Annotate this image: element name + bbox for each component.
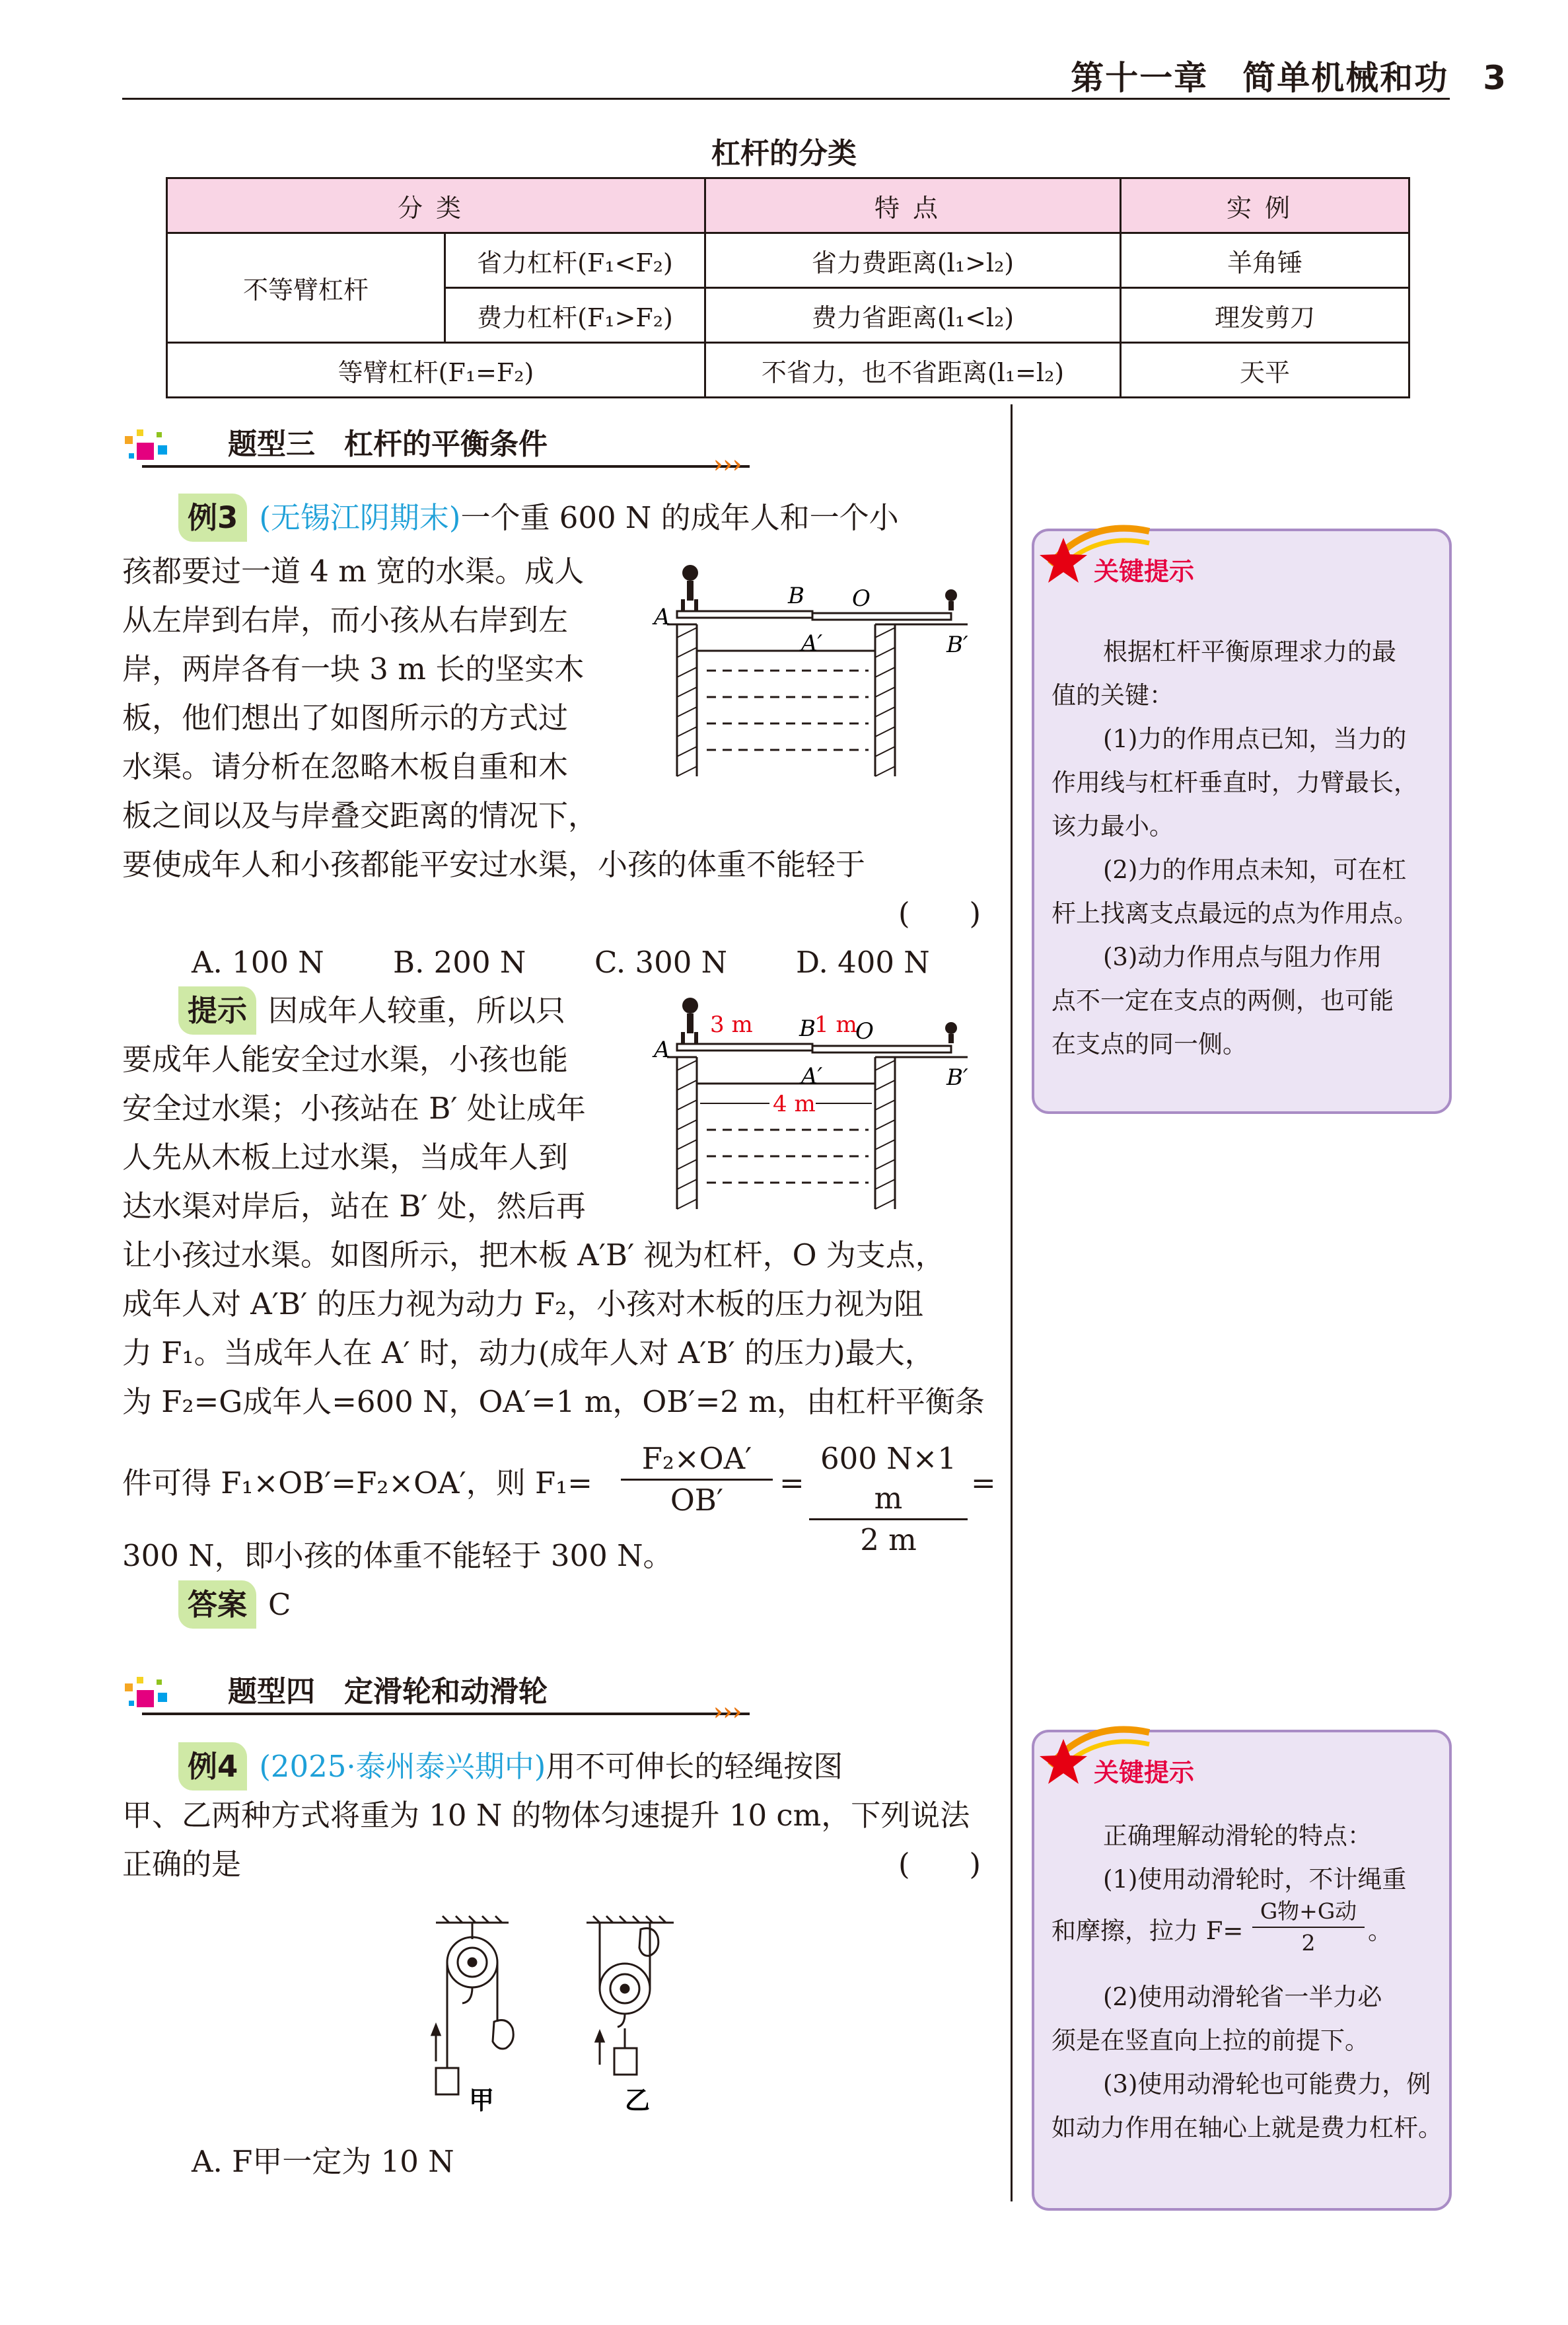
table-header-cell: 实例 (1121, 178, 1409, 233)
key-tip-line: 杆上找离支点最远的点为作用点。 (1051, 899, 1418, 928)
section-title: 题型四 定滑轮和动滑轮 (228, 1675, 548, 1709)
equals-sign: = (971, 1465, 996, 1500)
answer-blank: ( ) (898, 1847, 981, 1882)
example3-line: 岸，两岸各有一块 3 m 长的坚实木 (122, 651, 585, 686)
key-tip-line: 该力最小。 (1051, 812, 1174, 840)
label-A: A (654, 1037, 670, 1063)
key-tip-line: (3)使用动滑轮也可能费力，例 (1103, 2070, 1431, 2098)
option: A. 100 N (192, 945, 324, 980)
table-header-cell: 特点 (705, 178, 1121, 233)
key-tip-line: (1)使用动滑轮时，不计绳重 (1103, 1865, 1407, 1894)
key-tip-line: 点不一定在支点的两侧，也可能 (1051, 986, 1394, 1015)
example3-line: 板之间以及与岸叠交距离的情况下， (122, 798, 598, 833)
label-B: B (799, 1015, 816, 1042)
pulley-figure (416, 1909, 694, 2114)
option: D. 400 N (796, 945, 930, 980)
key-tip-formula-lead: 和摩擦，拉力 F= (1051, 1917, 1244, 1945)
canal-figure-1 (651, 558, 984, 783)
example-text: 一个重 600 N 的成年人和一个小 (460, 500, 899, 535)
figure-label-jia: 甲 (469, 2086, 495, 2114)
answer-line (178, 1580, 291, 1629)
key-tip-box-1 (1032, 529, 1452, 1114)
example-tag: 例4 (178, 1742, 247, 1790)
example3-line: 孩都要过一道 4 m 宽的水渠。成人 (122, 554, 585, 589)
example-source: (2025·泰州泰兴期中) (259, 1749, 546, 1784)
table-row (167, 233, 1409, 288)
key-tip-line: (2)使用动滑轮省一半力必 (1103, 1983, 1382, 2011)
fraction-numerator: F₂×OA′ (621, 1439, 773, 1481)
section-underline (142, 465, 750, 468)
figure-label-yi: 乙 (625, 2086, 651, 2114)
table-cell: 天平 (1121, 343, 1409, 398)
fraction-2 (809, 1439, 968, 1560)
table-header-cell: 分类 (167, 178, 705, 233)
example3-line: 要使成年人和小孩都能平安过水渠，小孩的体重不能轻于 (122, 847, 866, 882)
label-O: O (855, 1018, 874, 1045)
hint-line (178, 986, 565, 1035)
label-A-prime: A′ (801, 630, 823, 657)
answer-blank: ( ) (898, 896, 981, 931)
table-cell: 省力费距离(l₁>l₂) (705, 233, 1121, 288)
key-tip-fraction (1252, 1896, 1365, 1958)
answer-tag: 答案 (178, 1580, 256, 1629)
key-tip-box-2 (1032, 1730, 1452, 2211)
answer-value: C (268, 1587, 291, 1622)
example3-line (178, 494, 899, 542)
example3-line: 水渠。请分析在忽略木板自重和木 (122, 749, 569, 784)
example-source: (无锡江阴期末) (259, 500, 461, 535)
section-title: 题型三 杠杆的平衡条件 (228, 427, 548, 461)
table-cell: 费力杠杆(F₁>F₂) (445, 288, 705, 343)
example4-line (178, 1742, 843, 1790)
fraction-denominator: 2 (1301, 1930, 1316, 1956)
table-cell: 羊角锤 (1121, 233, 1409, 288)
label-4m: 4 m (773, 1091, 816, 1117)
label-B: B (788, 583, 804, 609)
hint-tag: 提示 (178, 986, 256, 1035)
key-tip-formula-tail: 。 (1368, 1917, 1392, 1945)
fraction-denominator: 2 m (860, 1522, 917, 1557)
page-header-title: 第十一章 简单机械和功 3 (1071, 59, 1507, 97)
table-cell: 省力杠杆(F₁<F₂) (445, 233, 705, 288)
table-cell: 理发剪刀 (1121, 288, 1409, 343)
section-heading-4 (122, 1664, 783, 1726)
table-title: 杠杆的分类 (711, 137, 857, 170)
key-tip-line: 值的关键： (1051, 681, 1174, 710)
key-tip-line: (3)动力作用点与阻力作用 (1103, 943, 1382, 971)
canal-figure-2 (651, 991, 984, 1216)
table-header-row (167, 178, 1409, 233)
hint-line: 安全过水渠；小孩站在 B′ 处让成年 (122, 1091, 586, 1126)
key-tip-line: 须是在竖直向上拉的前提下。 (1051, 2026, 1369, 2055)
label-A-prime: A′ (801, 1063, 823, 1089)
fraction-1 (621, 1439, 773, 1520)
key-tip-line: (2)力的作用点未知，可在杠 (1103, 856, 1407, 884)
key-tip-title: 关键提示 (1094, 557, 1195, 586)
label-O: O (852, 585, 871, 612)
fraction-denominator: OB′ (670, 1483, 724, 1518)
column-divider (1011, 404, 1013, 2201)
hint-line: 力 F₁。当成年人在 A′ 时，动力(成年人对 A′B′ 的压力)最大， (122, 1335, 935, 1370)
example-tag: 例3 (178, 494, 247, 542)
hint-line: 达水渠对岸后，站在 B′ 处，然后再 (122, 1189, 586, 1224)
option: A. F甲一定为 10 N (192, 2144, 454, 2179)
key-tip-line: 在支点的同一侧。 (1051, 1030, 1247, 1058)
hint-line: 要成年人能安全过水渠，小孩也能 (122, 1042, 569, 1077)
equals-sign: = (779, 1465, 804, 1500)
label-A: A (654, 604, 670, 630)
conclusion-line: 300 N，即小孩的体重不能轻于 300 N。 (122, 1538, 673, 1573)
table-row (167, 343, 1409, 398)
label-B-prime: B′ (946, 1064, 968, 1091)
key-tip-line: (1)力的作用点已知，当力的 (1103, 725, 1407, 753)
section-heading-3 (122, 416, 783, 478)
hint-line: 为 F₂=G成年人=600 N，OA′=1 m，OB′=2 m，由杠杆平衡条 (122, 1384, 985, 1419)
section-underline (142, 1713, 750, 1715)
section-arrow-icon: ››› (713, 451, 742, 478)
key-tip-line: 正确理解动滑轮的特点： (1103, 1822, 1372, 1850)
key-tip-line: 如动力作用在轴心上就是费力杠杆。 (1051, 2114, 1443, 2142)
table-cell: 费力省距离(l₁<l₂) (705, 288, 1121, 343)
fraction-numerator: 600 N×1 m (809, 1439, 968, 1520)
example4-line: 正确的是 (122, 1847, 242, 1882)
label-3m: 3 m (710, 1012, 753, 1038)
key-tip-line: 根据杠杆平衡原理求力的最 (1103, 638, 1396, 666)
label-B-prime: B′ (946, 632, 968, 658)
option: C. 300 N (594, 945, 728, 980)
hint-text: 因成年人较重，所以只 (268, 993, 566, 1028)
lever-classification-table (166, 177, 1410, 398)
label-1m: 1 m (814, 1012, 857, 1038)
example3-line: 从左岸到右岸，而小孩从右岸到左 (122, 603, 569, 638)
example-text: 用不可伸长的轻绳按图 (546, 1749, 843, 1784)
hint-line: 成年人对 A′B′ 的压力视为动力 F₂，小孩对木板的压力视为阻 (122, 1286, 924, 1321)
key-tip-line: 作用线与杠杆垂直时，力臂最长， (1051, 768, 1418, 797)
header-rule (122, 98, 1450, 100)
hint-line: 让小孩过水渠。如图所示，把木板 A′B′ 视为杠杆，O 为支点， (122, 1237, 945, 1273)
table-group-cell: 不等臂杠杆 (167, 233, 445, 343)
table-cell: 不省力，也不省距离(l₁=l₂) (705, 343, 1121, 398)
key-tip-title: 关键提示 (1094, 1758, 1195, 1787)
hint-line: 人先从木板上过水渠，当成年人到 (122, 1140, 569, 1175)
section-arrow-icon: ››› (713, 1698, 742, 1726)
section-logo-icon (122, 416, 175, 469)
example4-line: 甲、乙两种方式将重为 10 N 的物体匀速提升 10 cm，下列说法 (122, 1798, 970, 1833)
option: B. 200 N (393, 945, 526, 980)
section-logo-icon (122, 1664, 175, 1716)
example3-line: 板，他们想出了如图所示的方式过 (122, 700, 569, 735)
table-cell: 等臂杠杆(F₁=F₂) (167, 343, 705, 398)
fraction-numerator: G物+G动 (1252, 1896, 1365, 1928)
formula-lead: 件可得 F₁×OB′=F₂×OA′，则 F₁= (122, 1465, 593, 1500)
